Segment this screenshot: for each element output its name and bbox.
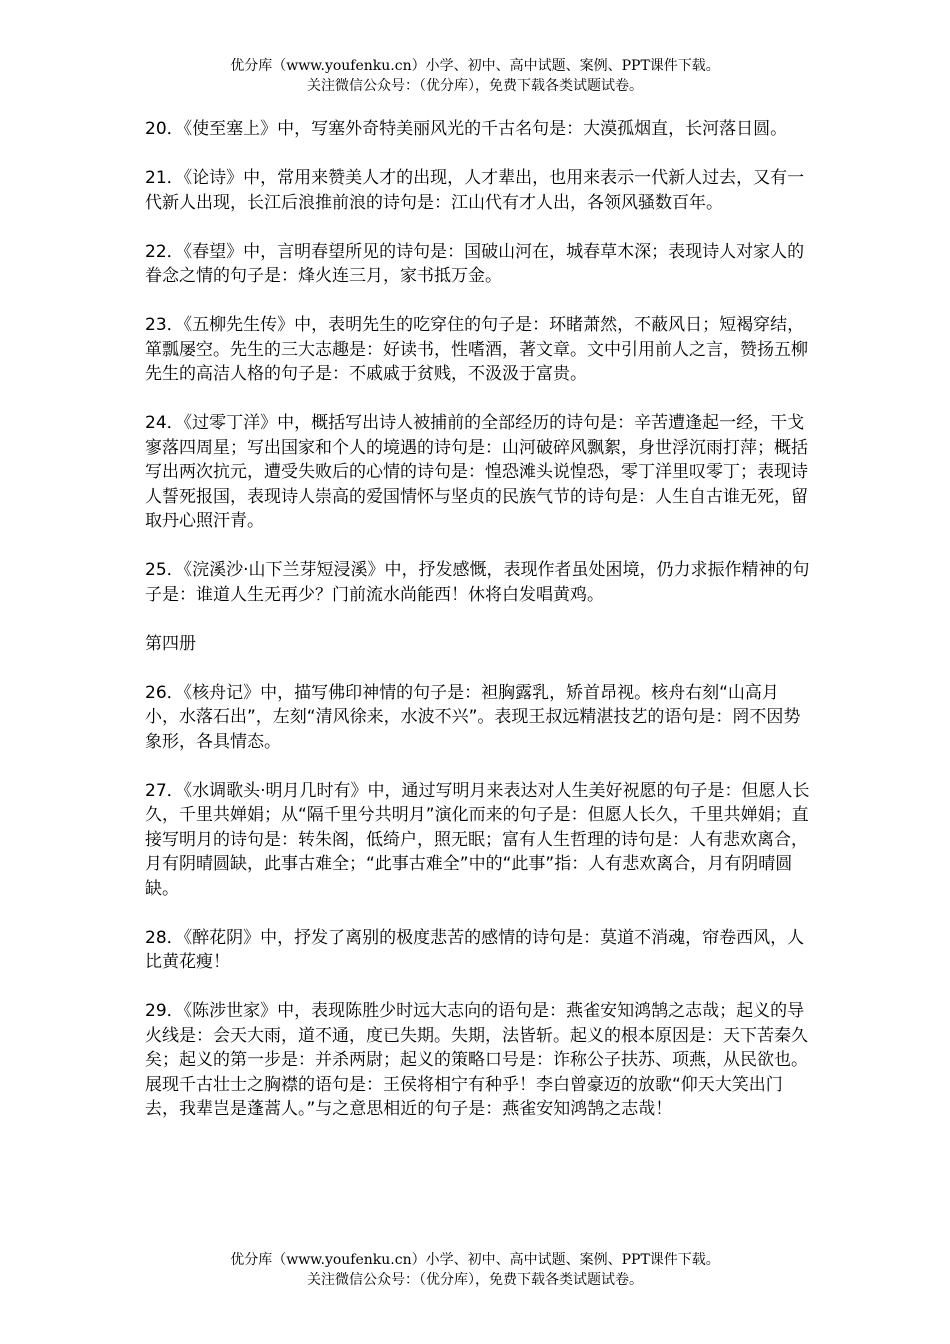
section-title: 第四册: [145, 633, 196, 654]
paragraph-21: 21．《论诗》中，常用来赞美人才的出现，人才辈出，也用来表示一代新人过去，又有一代新人出现，长江后浪推前浪的诗句是：江山代有才人出，各领风骚数百年。: [145, 168, 805, 213]
paragraph-26: 26．《核舟记》中，描写佛印神情的句子是：袒胸露乳，矫首昂视。核舟右刻“山高月小，水落石出”，左刻“清风徐来，水波不兴”。表现王叔远精湛技艺的语句是：罔不因势象形，各具情态。: [145, 682, 801, 752]
paragraph-24: 24．《过零丁洋》中，概括写出诗人被捕前的全部经历的诗句是：辛苦遭逢起一经，干戈寥落四周星；写出国家和个人的境遇的诗句是：山河破碎风飘絮，身世浮沉雨打萍；概括写出两次抗元，遭受失败后的心情的诗句是：惶恐滩头说惶恐，零丁洋里叹零丁；表现诗人誓死报国，表现诗人崇高的爱国情怀与坚贞的民族气节的诗句是：人生自古谁无死，留取丹心照汗青。: [145, 413, 808, 531]
paragraph-25: 25．《浣溪沙·山下兰芽短浸溪》中，抒发感慨，表现作者虽处困境，仍力求振作精神的句子是：谁道人生无再少？门前流水尚能西！休将白发唱黄鸡。: [145, 560, 810, 605]
paragraph-29: 29．《陈涉世家》中，表现陈胜少时远大志向的语句是：燕雀安知鸿鹄之志哉；起义的导火线是：会天大雨，道不通，度已失期。失期，法皆斩。起义的根本原因是：天下苦秦久矣；起义的第一步是：并杀两尉；起义的策略口号是：诈称公子扶苏、项燕，从民欲也。展现千古壮士之胸襟的语句是：王侯将相宁有种乎！李白曾豪迈的放歌“仰天大笑出门去，我辈岂是蓬蒿人。”与之意思相近的句子是：燕雀安知鸿鹄之志哉！: [145, 1001, 808, 1119]
footer-line-1: 优分库（www.youfenku.cn）小学、初中、高中试题、案例、PPT课件下载。: [230, 1252, 720, 1268]
page-header: [0, 56, 950, 96]
paragraph-27: 27．《水调歌头·明月几时有》中，通过写明月来表达对人生美好祝愿的句子是：但愿人长久，千里共婵娟；从“隔千里兮共明月”演化而来的句子是：但愿人长久，千里共婵娟；直接写明月的诗句是：转朱阁，低绮户，照无眠；富有人生哲理的诗句是：人有悲欢离合，月有阴晴圆缺，此事古难全；“此事古难全”中的“此事”指：人有悲欢离合，月有阴晴圆缺。: [145, 780, 810, 899]
footer-line-2: 关注微信公众号：（优分库），免费下载各类试题试卷。: [307, 1272, 643, 1288]
document-body: [145, 117, 810, 1146]
paragraph-22: 22．《春望》中，言明春望所见的诗句是：国破山河在，城春草木深；表现诗人对家人的眷念之情的句子是：烽火连三月，家书抵万金。: [145, 241, 805, 286]
paragraph-28: 28．《醉花阴》中，抒发了离别的极度悲苦的感情的诗句是：莫道不消魂，帘卷西风，人比黄花瘦！: [145, 927, 805, 972]
header-line-1: 优分库（www.youfenku.cn）小学、初中、高中试题、案例、PPT课件下载。: [230, 58, 720, 74]
paragraph-20: 20．《使至塞上》中，写塞外奇特美丽风光的千古名句是：大漠孤烟直，长河落日圆。: [145, 119, 788, 139]
header-line-2: 关注微信公众号：（优分库），免费下载各类试题试卷。: [307, 78, 643, 94]
paragraph-23: 23．《五柳先生传》中，表明先生的吃穿住的句子是：环睹萧然，不蔽风日；短褐穿结，箪瓢屡空。先生的三大志趣是：好读书，性嗜酒，著文章。文中引用前人之言，赞扬五柳先生的高洁人格的句子是：不戚戚于贫贱，不汲汲于富贵。: [145, 315, 808, 384]
page-footer: [0, 1250, 950, 1290]
